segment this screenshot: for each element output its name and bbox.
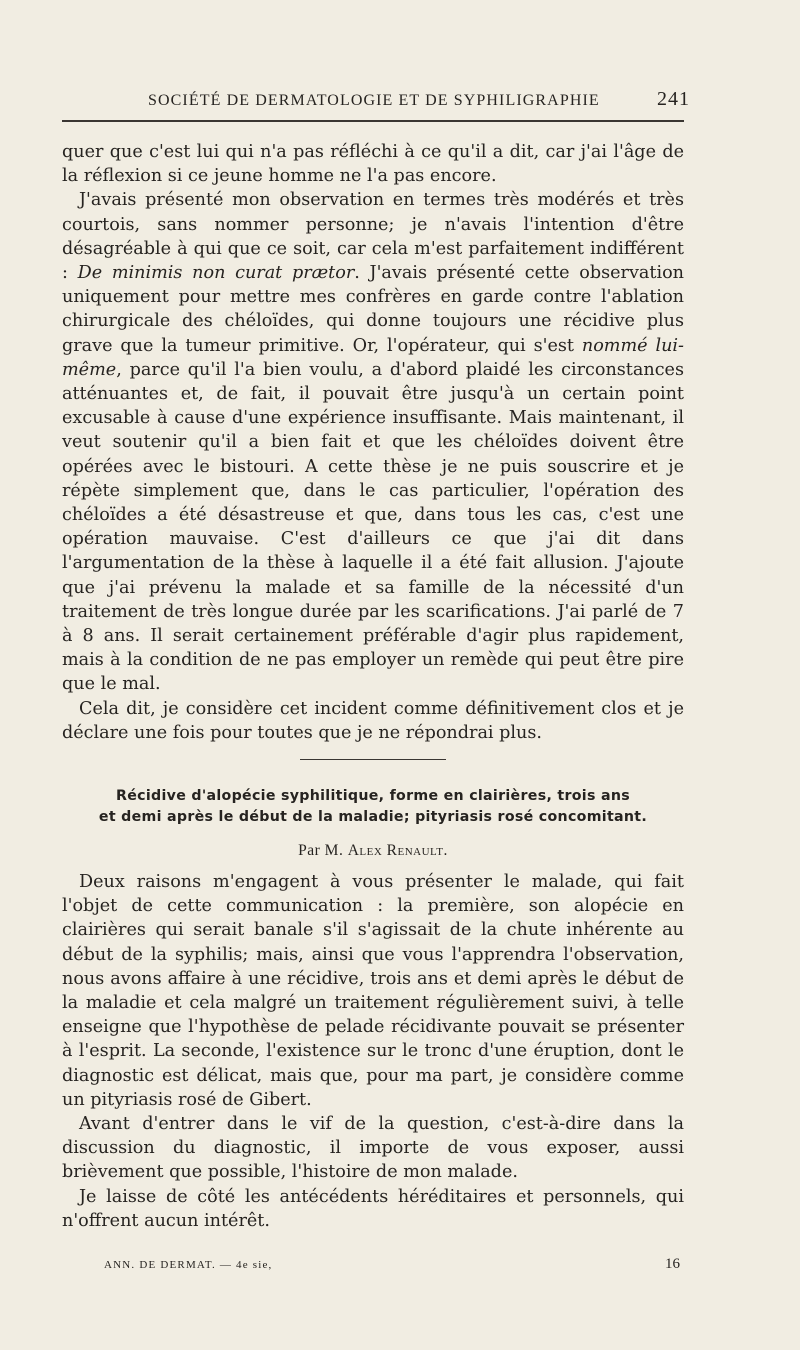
- section-separator: [300, 759, 446, 760]
- paragraph: Avant d'entrer dans le vif de la question, c'est-à-dire dans la discussion du diagnostic, il importe de vous exposer, aussi brièvement que possible, l'histoire de mon malade.: [62, 1114, 684, 1183]
- header-rule: [62, 120, 684, 122]
- article-byline: [62, 842, 684, 860]
- paragraph: Deux raisons m'engagent à vous présenter le malade, qui fait l'objet de cette communication : la première, son alopécie en clairières qui serait banale s'il s'agissait de la chute inhérente au début de la syphilis; mais, ainsi que vous l'apprendra l'observation, nous avons affaire à une récidive, trois ans et demi après le début de la maladie et cela malgré un traitement régulièrement suivi, à telle enseigne que l'hypothèse de pelade récidivante pouvait se présenter à l'esprit. La seconde, l'existence sur le tronc d'une éruption, dont le diagnostic est délicat, mais que, pour ma part, je considère comme un pityriasis rosé de Gibert.: [62, 872, 684, 1110]
- section-2-text: [62, 870, 684, 1233]
- paragraph: Cela dit, je considère cet incident comme définitivement clos et je déclare une fois pour toutes que je ne répondrai plus.: [62, 698, 684, 743]
- article-title: [62, 786, 684, 828]
- paragraph: [62, 188, 684, 696]
- latin-quote: De minimis non curat prætor: [77, 263, 355, 284]
- text-run: . J'avais présenté cette observation uniquement pour mettre mes confrères en garde contre l'ablation chirurgicale des chéloïdes, qui donne toujours une récidive plus grave que la tumeur primitive. Or, l'opérateur, qui s'est: [62, 263, 684, 356]
- article-title-line: et demi après le début de la maladie; pityriasis rosé concomitant.: [98, 809, 648, 825]
- paragraph: quer que c'est lui qui n'a pas réfléchi à ce qu'il a dit, car j'ai l'âge de la réflexion si ce jeune homme ne l'a pas encore.: [62, 142, 684, 187]
- article-title-line: Récidive d'alopécie syphilitique, forme en clairières, trois ans: [116, 788, 630, 804]
- text-run: , parce qu'il l'a bien voulu, a d'abord plaidé les circonstances atténuantes et, de fait, il pouvait être jusqu'à un certain point excusable à cause d'une expérience insuffisante. Mais maintenant, il veut soutenir qu'il a bien fait et que les chéloïdes doivent être opérées avec le bistouri. A cette thèse je ne puis souscrire et je répète simplement que, dans le cas particulier, l'opération des chéloïdes a été désastreuse et que, dans tous les cas, c'est une opération mauvaise. C'est d'ailleurs ce que j'ai dit dans l'argumentation de la thèse à laquelle il a été fait allusion. J'ajoute que j'ai prévenu la malade et sa famille de la nécessité d'un traitement de très longue durée par les scarifications. J'ai parlé de 7 à 8 ans. Il serait certainement préférable d'agir plus rapidement, mais à la condition de ne pas employer un remède qui peut être pire que le mal.: [62, 359, 684, 695]
- italic-phrase: nommé lui-même: [62, 335, 684, 380]
- sheet-signature: 16: [665, 1256, 680, 1272]
- running-title: SOCIÉTÉ DE DERMATOLOGIE ET DE SYPHILIGRAPHIE: [148, 92, 600, 109]
- section-1-text: [62, 140, 684, 745]
- paragraph: Je laisse de côté les antécédents héréditaires et personnels, qui n'offrent aucun intérêt.: [62, 1186, 684, 1231]
- text-run: J'avais présenté mon observation en termes très modérés et très courtois, sans nommer personne; je n'avais l'intention d'être désagréable à qui que ce soit, car cela m'est parfaitement indifférent :: [62, 190, 684, 284]
- byline-author: Alex Renault.: [347, 842, 448, 859]
- page-number: 241: [657, 88, 690, 110]
- running-head: [62, 88, 690, 111]
- journal-signature: ANN. DE DERMAT. — 4e sie,: [104, 1259, 273, 1271]
- page-footer: [104, 1256, 680, 1273]
- byline-prefix: Par M.: [298, 842, 348, 859]
